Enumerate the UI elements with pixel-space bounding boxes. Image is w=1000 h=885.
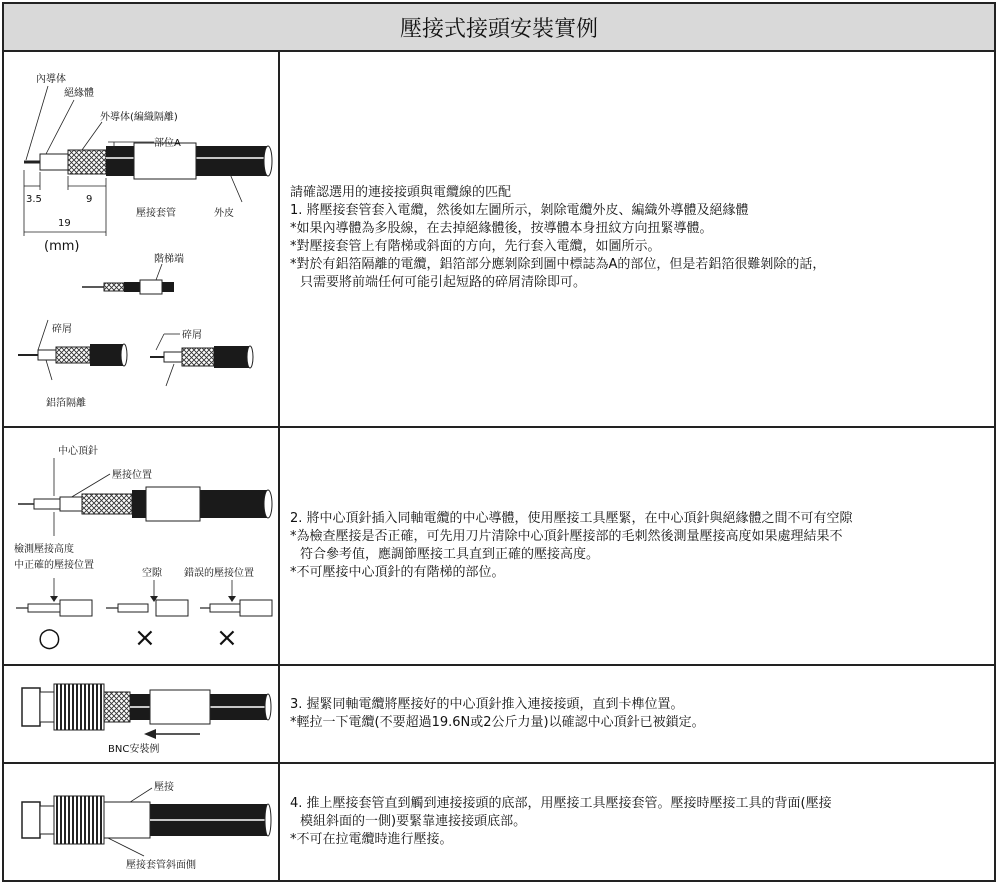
label-bnc-example: BNC安裝例 bbox=[108, 744, 160, 755]
center-pin-diagram bbox=[4, 428, 278, 664]
step-4-line-2: 模組斜面的一側)要緊靠連接接頭底部。 bbox=[300, 814, 527, 829]
step-2-diagram bbox=[4, 428, 280, 664]
step-1-diagram bbox=[4, 50, 280, 426]
step-4-line-3: *不可在拉電纜時進行壓接。 bbox=[290, 832, 453, 847]
dimension-9: 9 bbox=[86, 194, 93, 205]
label-debris-1: 碎屑 bbox=[52, 324, 72, 335]
page-frame bbox=[2, 2, 996, 882]
dimension-unit: (mm) bbox=[44, 239, 80, 254]
label-insulator: 絕緣體 bbox=[64, 88, 94, 99]
step-1-line-3: *如果內導體為多股線，在去掉絕緣體後，按導體本身扭紋方向扭緊導體。 bbox=[290, 221, 713, 236]
step-3-row bbox=[4, 666, 994, 764]
step-2-text bbox=[290, 428, 986, 664]
step-2-row bbox=[4, 428, 994, 666]
step-4-line-1: 4. 推上壓接套管直到觸到連接接頭的底部，用壓接工具壓接套管。壓接時壓接工具的背面(壓接 bbox=[290, 796, 832, 811]
insulator-shape bbox=[40, 154, 68, 170]
dimension-3-5: 3.5 bbox=[26, 194, 42, 205]
braid-shape bbox=[68, 150, 106, 174]
label-gap: 空隙 bbox=[142, 568, 162, 579]
step-1-line-1: 請確認選用的連接接頭與電纜線的匹配 bbox=[290, 185, 512, 200]
step-3-diagram bbox=[4, 666, 280, 762]
label-aluminium-foil: 鋁箔隔離 bbox=[46, 398, 86, 409]
label-step-end: 階梯端 bbox=[154, 254, 184, 265]
step-1-line-6: 只需要將前端任何可能引起短路的碎屑清除即可。 bbox=[300, 275, 587, 290]
step-2-line-2: *為檢查壓接是否正確，可先用刀片清除中心頂針壓接部的毛刺然後測量壓接高度如果處理結果不 bbox=[290, 529, 843, 544]
label-sleeve-bevel-side: 壓接套管斜面側 bbox=[126, 860, 196, 871]
step-2-line-4: *不可壓接中心頂針的有階梯的部位。 bbox=[290, 565, 505, 580]
label-center-pin: 中心頂針 bbox=[58, 446, 98, 457]
step-1-line-2: 1. 將壓接套管套入電纜，然後如左圖所示，剝除電纜外皮、編織外導體及絕緣體 bbox=[290, 203, 749, 218]
cable-strip-diagram bbox=[4, 50, 278, 426]
step-1-text bbox=[290, 50, 986, 426]
label-wrong-position: 錯誤的壓接位置 bbox=[184, 568, 254, 579]
step-1-line-4: *對壓接套管上有階梯或斜面的方向，先行套入電纜，如圖所示。 bbox=[290, 239, 661, 254]
step-2-line-1: 2. 將中心頂針插入同軸電纜的中心導體，使用壓接工具壓緊，在中心頂針與絕緣體之間不可有空隙 bbox=[290, 511, 853, 526]
step-1-line-5: *對於有鋁箔隔離的電纜，鋁箔部分應剝除到圖中標誌為A的部位，但是若鋁箔很難剝除的話， bbox=[290, 257, 826, 272]
label-crimp: 壓接 bbox=[154, 782, 174, 793]
step-3-line-1: 3. 握緊同軸電纜將壓接好的中心頂針推入連接接頭，直到卡榫位置。 bbox=[290, 697, 684, 712]
result-ok-mark: ○ bbox=[38, 623, 61, 653]
label-crimp-sleeve: 壓接套管 bbox=[136, 208, 176, 219]
step-3-text bbox=[290, 666, 986, 762]
step-4-diagram bbox=[4, 764, 280, 880]
step-1-row bbox=[4, 50, 994, 428]
result-ng-mark-1: × bbox=[134, 623, 156, 653]
label-debris-2: 碎屑 bbox=[182, 330, 202, 341]
result-ng-mark-2: × bbox=[216, 623, 238, 653]
crimp-sleeve-diagram bbox=[4, 764, 278, 878]
step-2-line-3: 符合參考值，應調節壓接工具直到正確的壓接高度。 bbox=[300, 547, 600, 562]
step-4-text bbox=[290, 764, 986, 880]
label-jacket: 外皮 bbox=[214, 208, 234, 219]
label-crimp-position: 壓接位置 bbox=[112, 470, 152, 481]
label-correct-position: 中正確的壓接位置 bbox=[14, 560, 94, 571]
label-inner-conductor: 內導体 bbox=[36, 74, 66, 85]
dimension-19: 19 bbox=[58, 218, 71, 229]
page-title: 壓接式接頭安裝實例 bbox=[4, 4, 994, 52]
label-outer-conductor: 外導体(編織隔離) bbox=[100, 112, 178, 123]
label-check-height: 檢測壓接高度 bbox=[14, 544, 74, 555]
step-4-row bbox=[4, 764, 994, 880]
label-part-a: 部位A bbox=[154, 138, 181, 149]
step-3-line-2: *輕拉一下電纜(不要超過19.6N或2公斤力量)以確認中心頂針已被鎖定。 bbox=[290, 715, 705, 730]
bnc-install-diagram bbox=[4, 666, 278, 762]
